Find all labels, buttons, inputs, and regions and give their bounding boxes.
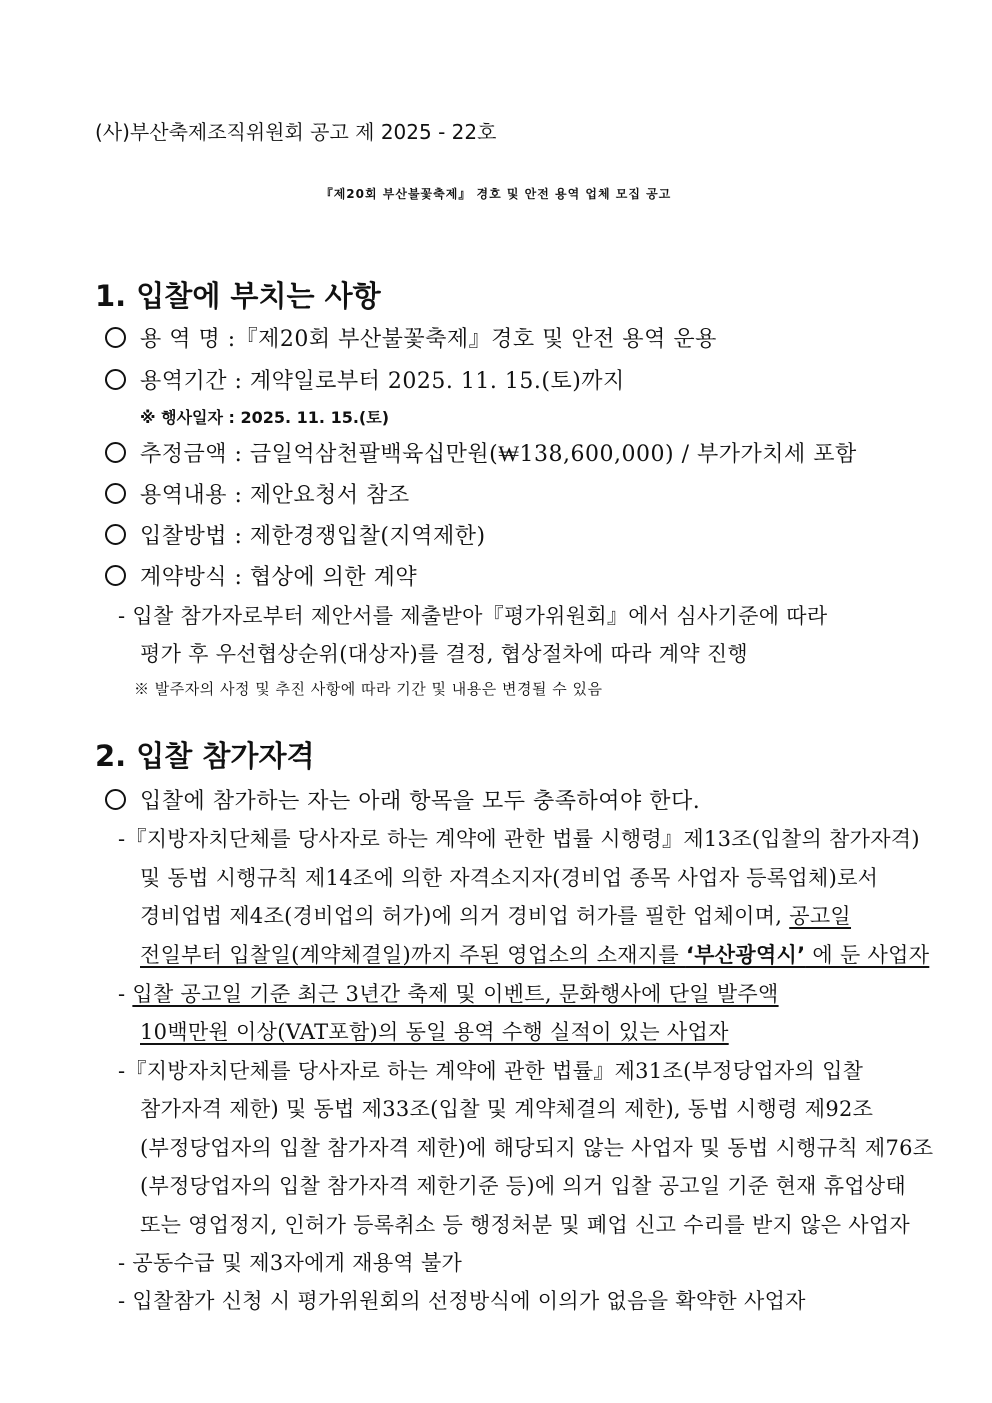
notice-number: (사)부산축제조직위원회 공고 제 2025 - 22호: [95, 120, 497, 144]
circle-bullet-icon: [105, 524, 126, 545]
section2-heading: 2. 입찰 참가자격: [95, 739, 315, 773]
change-note: ※ 발주자의 사정 및 추진 사항에 따라 기간 및 내용은 변경될 수 있음: [134, 680, 603, 698]
item-text: 입찰방법 : 제한경쟁입찰(지역제한): [140, 524, 486, 549]
page-title: 『제20회 부산불꽃축제』 경호 및 안전 용역 업체 모집 공고: [320, 187, 672, 201]
circle-bullet-icon: [105, 327, 126, 348]
requirement-line: [140, 1016, 729, 1046]
item-text: 입찰에 참가하는 자는 아래 항목을 모두 충족하여야 한다.: [140, 789, 701, 814]
requirement-text: 경비업법 제4조(경비업의 허가)에 의거 경비업 허가를 필한 업체이며,: [140, 904, 790, 928]
requirement-line: - 공동수급 및 제3자에게 재용역 불가: [118, 1251, 463, 1275]
event-date-note: ※ 행사일자 : 2025. 11. 15.(토): [140, 408, 390, 427]
item-text: 계약방식 : 협상에 의한 계약: [140, 565, 418, 590]
list-item: [105, 478, 410, 509]
item-text: 용 역 명 :『제20회 부산불꽃축제』경호 및 안전 용역 운용: [140, 327, 717, 352]
underlined-text: 입찰 공고일 기준 최근 3년간 축제 및 이벤트, 문화행사에 단일 발주액: [132, 982, 779, 1006]
dash-marker: -: [118, 982, 133, 1006]
requirement-line: -『지방자치단체를 당사자로 하는 계약에 관한 법률 시행령』제13조(입찰의 참가자격): [118, 827, 920, 851]
requirement-line: - 입찰참가 신청 시 평가위원회의 선정방식에 이의가 없음을 확약한 사업자: [118, 1289, 806, 1313]
underlined-text: 공고일: [789, 904, 852, 928]
requirement-line: [140, 939, 929, 969]
circle-bullet-icon: [105, 483, 126, 504]
list-item: [105, 437, 857, 468]
detail-line: 평가 후 우선협상순위(대상자)를 결정, 협상절차에 따라 계약 진행: [140, 642, 749, 666]
item-text: 용역기간 : 계약일로부터 2025. 11. 15.(토)까지: [140, 369, 625, 394]
requirement-line: (부정당업자의 입찰 참가자격 제한)에 해당되지 않는 사업자 및 동법 시행규칙 제76조: [140, 1136, 934, 1160]
requirement-line: (부정당업자의 입찰 참가자격 제한기준 등)에 의거 입찰 공고일 기준 현재 휴업상태: [140, 1174, 907, 1198]
item-text: 용역내용 : 제안요청서 참조: [140, 483, 410, 508]
section1-heading: 1. 입찰에 부치는 사항: [95, 279, 381, 313]
requirement-line: [140, 900, 851, 930]
requirement-line: 또는 영업정지, 인허가 등록취소 등 행정처분 및 폐업 신고 수리를 받지 않은 사업자: [140, 1213, 911, 1237]
requirement-line: -『지방자치단체를 당사자로 하는 계약에 관한 법률』제31조(부정당업자의 입찰: [118, 1059, 864, 1083]
region-emphasis: ‘부산광역시’: [685, 943, 806, 967]
detail-line: - 입찰 참가자로부터 제안서를 제출받아『평가위원회』에서 심사기준에 따라: [118, 604, 828, 628]
list-item: [105, 364, 625, 395]
underlined-text: 10백만원 이상(VAT포함)의 동일 용역 수행 실적이 있는 사업자: [140, 1020, 729, 1044]
list-item: [105, 322, 717, 353]
requirement-line: 참가자격 제한) 및 동법 제33조(입찰 및 계약체결의 제한), 동법 시행령 제92조: [140, 1097, 874, 1121]
item-text: 추정금액 : 금일억삼천팔백육십만원(₩138,600,000) / 부가가치세 포함: [140, 442, 857, 467]
requirement-line: [118, 978, 779, 1008]
underlined-text: 전일부터 입찰일(계약체결일)까지 주된 영업소의 소재지를 ‘부산광역시’ 에 둔 사업자: [140, 943, 930, 967]
circle-bullet-icon: [105, 565, 126, 586]
requirement-line: 및 동법 시행규칙 제14조에 의한 자격소지자(경비업 종목 사업자 등록업체)로서: [140, 866, 879, 890]
circle-bullet-icon: [105, 442, 126, 463]
list-item: [105, 560, 417, 591]
list-item: [105, 519, 486, 550]
list-item: [105, 784, 700, 815]
circle-bullet-icon: [105, 369, 126, 390]
circle-bullet-icon: [105, 789, 126, 810]
